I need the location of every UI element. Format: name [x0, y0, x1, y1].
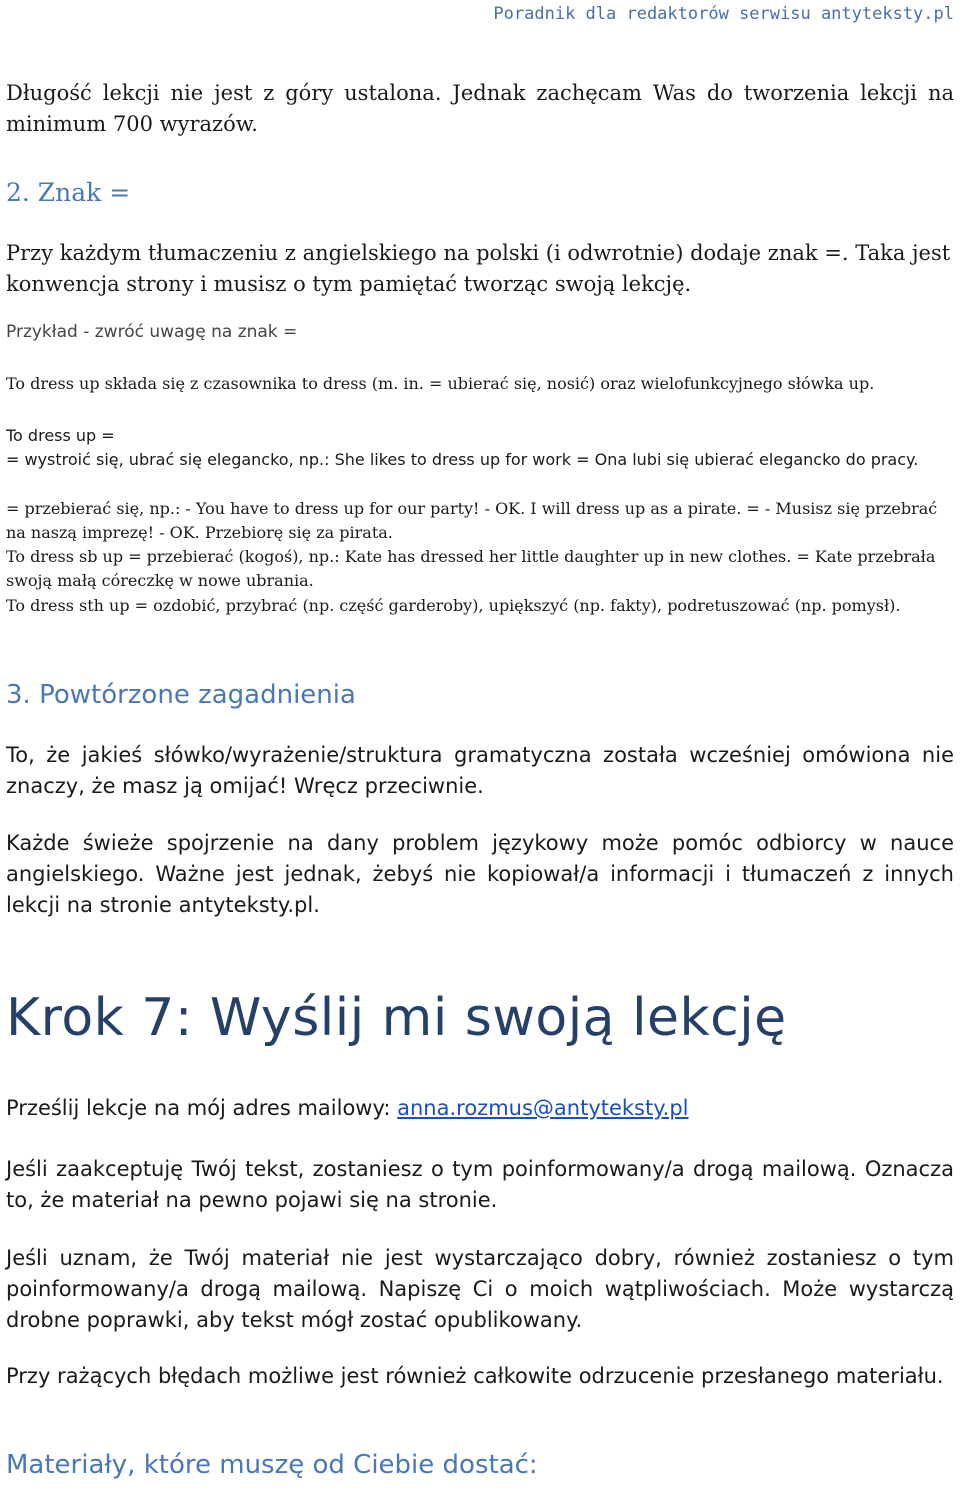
example-line: To dress up składa się z czasownika to dress (m. in. = ubierać się, nosić) oraz wielofunkcyjnego słówka up. — [6, 374, 875, 393]
powtorzone-paragraph: To, że jakieś słówko/wyrażenie/struktura gramatyczna została wcześniej omówiona nie znaczy, że masz ją omijać! Wręcz przeciwnie. — [6, 743, 954, 798]
example-line: To dress sb up = przebierać (kogoś), np.: Kate has dressed her little daughter up in new clothes. = Kate przebrała swoją małą córeczkę w nowe ubrania. — [6, 547, 936, 590]
accept-paragraph: Jeśli zaakceptuję Twój tekst, zostaniesz o tym poinformowany/a drogą mailową. Oznacza to, że materiał na pewno pojawi się na stronie. — [6, 1157, 954, 1212]
example-line: To dress sth up = ozdobić, przybrać (np. część garderoby), upiększyć (np. fakty), podretuszować (np. pomysł). — [6, 596, 901, 615]
mail-paragraph — [6, 1096, 954, 1120]
materials-heading: Materiały, które muszę od Ciebie dostać: — [6, 1450, 538, 1480]
mail-text: Prześlij lekcje na mój adres mailowy: — [6, 1096, 398, 1120]
example-line: = przebierać się, np.: - You have to dress up for our party! - OK. I will dress up as a pirate. = - Musisz się przebrać na naszą imprezę! - OK. Przebiorę się za pirata. — [6, 499, 938, 542]
section-heading-powtorzone: 3. Powtórzone zagadnienia — [6, 680, 356, 710]
errors-paragraph: Przy rażących błędach możliwe jest również całkowite odrzucenie przesłanego materiału. — [6, 1364, 944, 1388]
example-line: To dress up = — [6, 426, 115, 445]
step7-heading: Krok 7: Wyślij mi swoją lekcję — [6, 988, 787, 1048]
example-title: Przykład - zwróć uwagę na znak = — [6, 322, 298, 342]
page-header: Poradnik dla redaktorów serwisu antyteksty.pl — [493, 4, 954, 24]
powtorzone-paragraph: Każde świeże spojrzenie na dany problem językowy może pomóc odbiorcy w nauce angielskiego. Ważne jest jednak, żebyś nie kopiował/a informacji i tłumaczeń z innych lekcji na stronie antyteksty.pl. — [6, 831, 954, 917]
reject-paragraph: Jeśli uznam, że Twój materiał nie jest wystarczająco dobry, również zostaniesz o tym poinformowany/a drogą mailową. Napiszę Ci o moich wątpliwościach. Może wystarczą drobne poprawki, aby tekst mógł zostać opublikowany. — [6, 1246, 954, 1332]
example-line: = wystroić się, ubrać się elegancko, np.: She likes to dress up for work = Ona lubi się ubierać elegancko do pracy. — [6, 450, 919, 469]
email-link[interactable]: anna.rozmus@antyteksty.pl — [397, 1096, 689, 1120]
intro-paragraph: Długość lekcji nie jest z góry ustalona. Jednak zachęcam Was do tworzenia lekcji na minimum 700 wyrazów. — [6, 81, 954, 136]
znak-paragraph: Przy każdym tłumaczeniu z angielskiego na polski (i odwrotnie) dodaje znak =. Taka jest konwencja strony i musisz o tym pamiętać tworząc swoją lekcję. — [6, 241, 951, 296]
section-heading-znak: 2. Znak = — [6, 178, 131, 207]
